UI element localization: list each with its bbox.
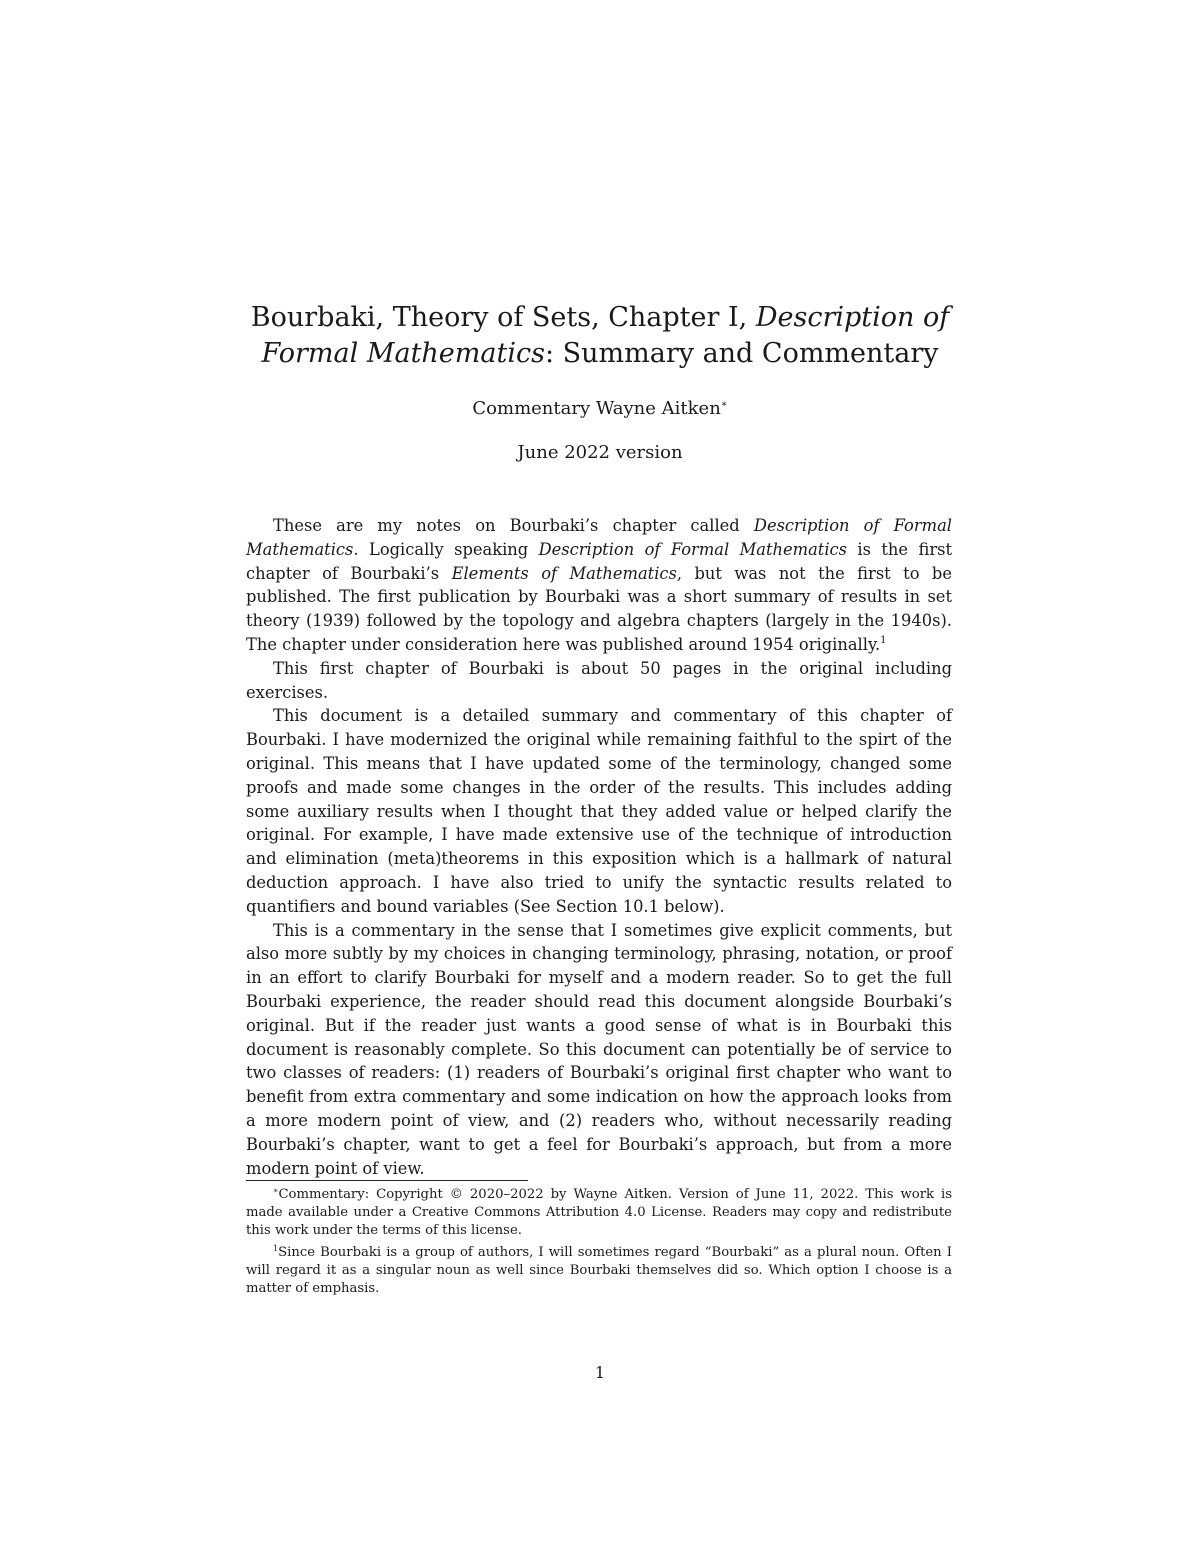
title-line-2 [200, 336, 1000, 372]
footnote-1-mark[interactable]: 1 [880, 634, 887, 646]
footnotes [246, 1186, 952, 1301]
footnote-star-mark: ∗ [273, 1186, 279, 1195]
paragraph-text: is the first chapter of Bourbaki’s [246, 539, 952, 583]
footnote-star [246, 1186, 952, 1241]
title-text: Bourbaki, Theory of Sets, Chapter I, [250, 302, 756, 333]
title-text: : Summary and Commentary [544, 338, 939, 369]
author-name: Commentary Wayne Aitken [472, 398, 721, 419]
paragraph-text: . Logically speaking [353, 539, 539, 559]
footnote-1 [246, 1244, 952, 1299]
title-italic-text: Formal Mathematics [261, 338, 545, 369]
footnote-1-label: 1 [273, 1243, 279, 1253]
author-line [200, 398, 1000, 420]
abstract-body [246, 514, 952, 1180]
paragraph-text: , but was not the first to be published. The first publication by Bourbaki was a short summary of results in set theory (1939) followed by the topology and algebra chapters (largely in the 1940s). The chapter under consideration here was published around 1954 originally. [246, 563, 952, 654]
version-date: June 2022 version [517, 442, 683, 463]
footnote-rule [246, 1180, 528, 1181]
paragraph-2: This first chapter of Bourbaki is about 50 pages in the original including exercises. [246, 658, 952, 702]
paragraph-4: This is a commentary in the sense that I sometimes give explicit comments, but also more subtly by my choices in changing terminology, phrasing, notation, or proof in an effort to clarify Bourbaki for myself and a modern reader. So to get the full Bourbaki experience, the reader should read this document alongside Bourbaki’s original. But if the reader just wants a good sense of what is in Bourbaki this document is reasonably complete. So this document can potentially be of service to two classes of readers: (1) readers of Bourbaki’s original first chapter who want to benefit from extra commentary and some indication on how the approach looks from a more modern point of view, and (2) readers who, without necessarily reading Bourbaki’s chapter, want to get a feel for Bourbaki’s approach, but from a more modern point of view. [246, 920, 952, 1178]
paper-title [200, 300, 1000, 372]
italic-title-ref: Description of Formal Mathematics [246, 516, 952, 559]
paragraph-1 [246, 514, 952, 657]
italic-title-ref: Elements of Mathematics [451, 563, 677, 583]
author-footnote-mark[interactable]: ∗ [720, 399, 728, 410]
paragraph-3: This document is a detailed summary and commentary of this chapter of Bourbaki. I have modernized the original while remaining faithful to the spirt of the original. This means that I have updated some of the terminology, changed some proofs and made some changes in the order of the results. This includes adding some auxiliary results when I thought that they added value or helped clarify the original. For example, I have made extensive use of the technique of introduction and elimination (meta)theorems in this exposition which is a hallmark of natural deduction approach. I have also tried to unify the syntactic results related to quantifiers and bound variables (See Section 10.1 below). [246, 706, 952, 916]
footnote-1-text: Since Bourbaki is a group of authors, I will sometimes regard “Bourbaki” as a plural noun. Often I will regard it as a singular noun as well since Bourbaki themselves did so. Which option I choose is a matter of emphasis. [246, 1244, 952, 1297]
page-number: 1 [594, 1363, 606, 1382]
title-italic-text: Description of [755, 302, 950, 333]
italic-title-ref: Description of Formal Mathematics [538, 539, 848, 559]
paragraph-text: These are my notes on Bourbaki’s chapter called [273, 516, 754, 535]
title-line-1 [200, 300, 1000, 336]
footnote-star-text: Commentary: Copyright © 2020–2022 by Wayne Aitken. Version of June 11, 2022. This work is made available under a Creative Commons Attribution 4.0 License. Readers may copy and redistribute this work under the terms of this license. [246, 1187, 952, 1239]
